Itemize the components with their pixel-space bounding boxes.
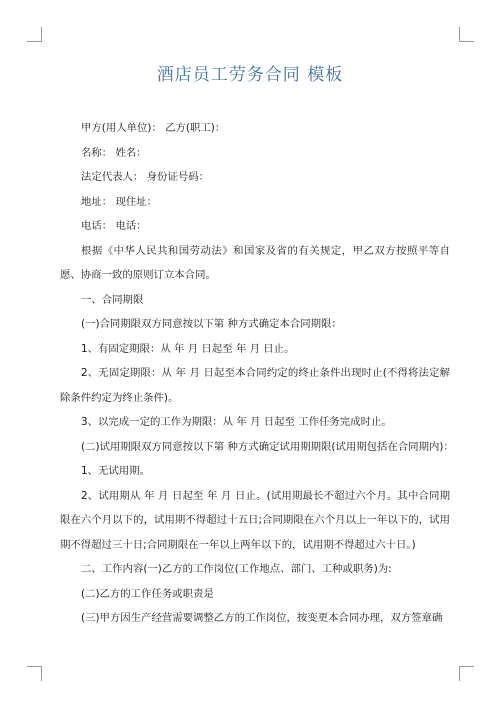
paragraph-preamble: 根据《中华人民共和国劳动法》和国家及省的有关规定，甲乙双方按照平等自愿、协商一致的原则订立本合同。 <box>60 244 450 281</box>
corner-mark-top-right <box>459 27 474 42</box>
section-heading-term: 一、合同期限 <box>81 293 144 306</box>
section-heading-work: 二、工作内容(一)乙方的工作岗位(工作地点、部门、工种或职务)为: <box>81 563 392 575</box>
document-body <box>60 116 454 631</box>
paragraph-term-open: 2、无固定期限：从 年 月 日起至本合同约定的终止条件出现时止(不得将法定解除条件约定为终止条件)。 <box>60 367 450 404</box>
paragraph-legal-rep: 法定代表人： 身份证号码： <box>81 171 209 183</box>
paragraph-probation-period: 2、试用期从 年 月 日起至 年 月 日止。(试用期最长不超过六个月。其中合同期限在六个月以下的，试用期不得超过十五日;合同期限在六个月以上一年以下的，试用期不得超过三十日;合同期限在一年以上两年以下的，试用期不得超过六十日。) <box>60 489 450 551</box>
paragraph-term-intro: (一)合同期限双方同意按以下第 种方式确定本合同期限： <box>81 318 342 330</box>
paragraph-party-labels: 甲方(用人单位)： 乙方(职工)： <box>81 122 226 134</box>
paragraph-term-fixed: 1、有固定期限：从 年 月 日起至 年 月 日止。 <box>81 342 295 355</box>
paragraph-work-duties: (二)乙方的工作任务或职责是 <box>81 587 214 600</box>
corner-mark-bottom-left <box>27 666 42 681</box>
paragraph-work-change: (三)甲方因生产经营需要调整乙方的工作岗位，按变更本合同办理，双方签章确 <box>81 612 443 624</box>
paragraph-probation-intro: (二)试用期限双方同意按以下第 种方式确定试用期期限(试用期包括在合同期内)： <box>81 440 454 453</box>
corner-mark-bottom-right <box>459 666 474 681</box>
corner-mark-top-left <box>27 27 42 42</box>
paragraph-name: 名称： 姓名： <box>81 146 147 159</box>
paragraph-phone: 电话： 电话： <box>81 220 147 232</box>
document-title: 酒店员工劳务合同 模板 <box>156 65 344 85</box>
paragraph-probation-none: 1、无试用期。 <box>81 465 150 477</box>
paragraph-address: 地址： 现住址： <box>81 195 158 208</box>
paragraph-term-task: 3、以完成一定的工作为期限：从 年 月 日起至 工作任务完成时止。 <box>81 416 392 428</box>
